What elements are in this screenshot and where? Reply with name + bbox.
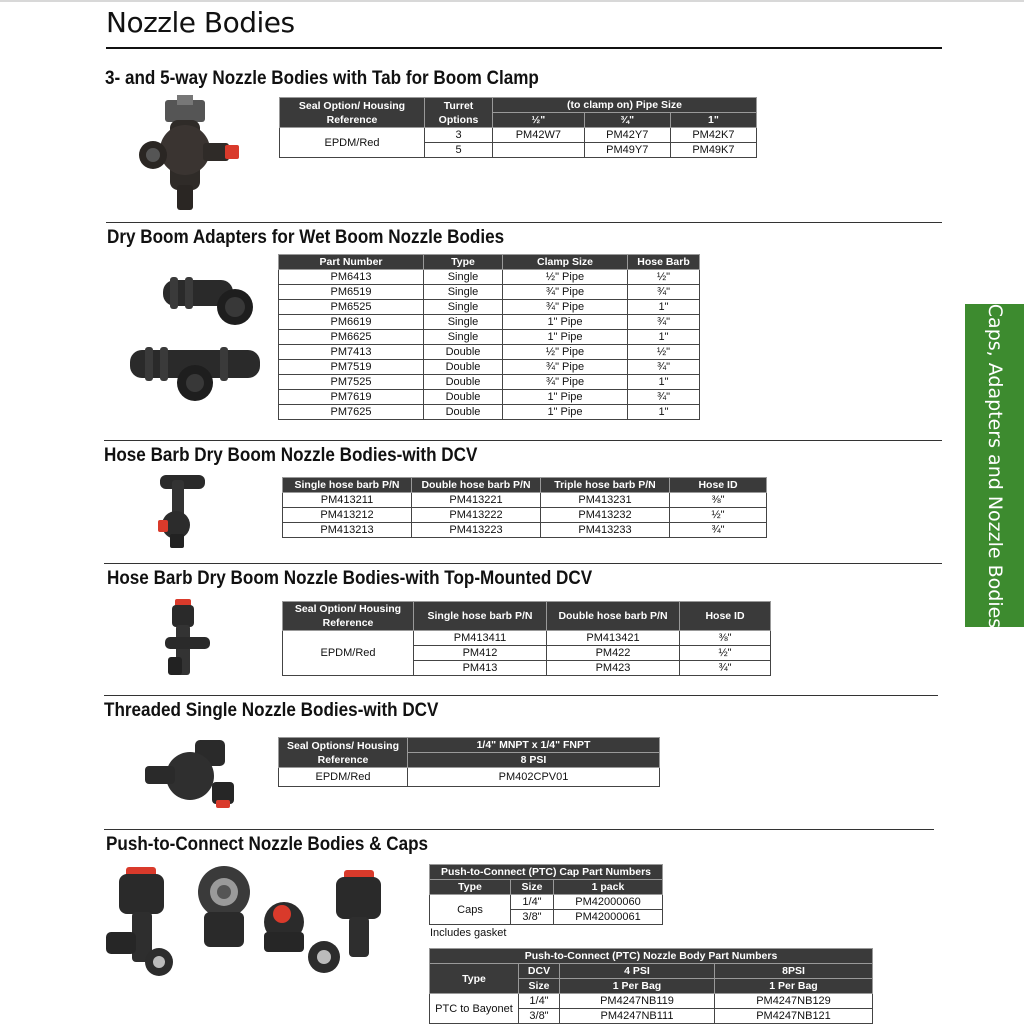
header-thread: 1/4" MNPT x 1/4" FNPT [408,738,660,753]
part-cell: PM42000061 [554,910,663,925]
nozzle-body-3-5-way-image [125,95,245,215]
header-hose-id: Hose ID [670,478,767,493]
clamp-cell: ¾" Pipe [503,360,628,375]
header-size-half: ½" [493,113,585,128]
type-cell: Caps [430,895,511,925]
barb-cell: ¾" [628,285,700,300]
caption-ptc-bodies: Push-to-Connect (PTC) Nozzle Body Part Numbers [430,949,873,964]
table-row [283,493,767,508]
section-rule [104,695,938,696]
header-8psi: 8PSI [715,964,873,979]
part-cell: PM402CPV01 [408,768,660,787]
part-cell: PM413231 [541,493,670,508]
gasket-note: Includes gasket [430,927,507,939]
threaded-nozzle-body-image [140,738,240,813]
part-cell: PM42Y7 [584,128,670,143]
table-row [279,390,700,405]
table-ptc-nozzle-bodies [429,948,873,1024]
part-cell: PM413222 [412,508,541,523]
table-row [279,405,700,420]
part-cell: PM413221 [412,493,541,508]
header-seal-options: Seal Options/ Housing Reference [279,738,408,768]
part-cell: PM413212 [283,508,412,523]
header-per-bag-8psi: 1 Per Bag [715,979,873,994]
part-cell: PM413411 [414,631,547,646]
part-cell: PM413213 [283,523,412,538]
barb-cell: ¾" [628,360,700,375]
table-row [279,285,700,300]
clamp-cell: 1" Pipe [503,390,628,405]
part-cell: PM413223 [412,523,541,538]
type-cell: Single [424,330,503,345]
table-row [279,360,700,375]
part-cell: PM4247NB129 [715,994,873,1009]
seal-cell: EPDM/Red [280,128,425,158]
barb-cell: ½" [628,345,700,360]
caption-ptc-caps: Push-to-Connect (PTC) Cap Part Numbers [430,865,663,880]
header-size-one: 1" [670,113,756,128]
header-hose-id: Hose ID [680,602,771,631]
table-top-mounted-dcv [282,601,771,676]
part-cell: PM7413 [279,345,424,360]
hose-id-cell: ⅜" [670,493,767,508]
section-title-dry-boom-adapters: Dry Boom Adapters for Wet Boom Nozzle Bodies [107,227,505,248]
section-rule [104,440,942,441]
table-row [279,345,700,360]
table-row [279,375,700,390]
section-rule [104,563,942,564]
hose-id-cell: ½" [680,646,771,661]
header-seal-option: Seal Option/ Housing Reference [280,98,425,128]
section-side-tab [965,304,1024,627]
part-cell: PM49Y7 [584,143,670,158]
table-row [283,508,767,523]
header-dcv: DCV [519,964,560,979]
table-row [430,994,873,1009]
part-cell: PM49K7 [670,143,756,158]
header-triple-hose-barb: Triple hose barb P/N [541,478,670,493]
clamp-cell: 1" Pipe [503,330,628,345]
part-cell: PM42000060 [554,895,663,910]
top-border [0,0,1024,2]
table-row [283,631,771,646]
section-title-threaded-single: Threaded Single Nozzle Bodies-with DCV [104,700,439,721]
header-hose-barb: Hose Barb [628,255,700,270]
part-cell: PM6625 [279,330,424,345]
header-type: Type [430,880,511,895]
table-ptc-caps [429,864,663,925]
header-part-number: Part Number [279,255,424,270]
table-row [279,315,700,330]
type-cell: Single [424,315,503,330]
header-single-hose-barb: Single hose barb P/N [414,602,547,631]
table-row [283,523,767,538]
type-cell: Double [424,360,503,375]
type-cell: Single [424,300,503,315]
header-double-hose-barb: Double hose barb P/N [547,602,680,631]
section-title-3-5-way: 3- and 5-way Nozzle Bodies with Tab for Boom Clamp [105,68,539,89]
part-cell: PM42W7 [493,128,585,143]
part-cell: PM423 [547,661,680,676]
part-cell: PM42K7 [670,128,756,143]
table-hose-barb-dcv [282,477,767,538]
seal-cell: EPDM/Red [283,631,414,676]
clamp-cell: ½" Pipe [503,270,628,285]
barb-cell: ¾" [628,315,700,330]
table-row [279,768,660,787]
section-title-push-to-connect: Push-to-Connect Nozzle Bodies & Caps [106,834,429,855]
clamp-cell: ¾" Pipe [503,300,628,315]
table-row [279,330,700,345]
table-dry-boom-adapters [278,254,700,420]
section-rule [106,222,942,223]
clamp-cell: 1" Pipe [503,405,628,420]
part-cell: PM413211 [283,493,412,508]
barb-cell: ¾" [628,390,700,405]
header-double-hose-barb: Double hose barb P/N [412,478,541,493]
header-pack: 1 pack [554,880,663,895]
hose-id-cell: ¾" [680,661,771,676]
part-cell: PM422 [547,646,680,661]
table-row [279,300,700,315]
part-cell: PM6619 [279,315,424,330]
part-cell: PM413 [414,661,547,676]
seal-cell: EPDM/Red [279,768,408,787]
part-cell: PM413232 [541,508,670,523]
top-mounted-dcv-body-image [160,597,215,682]
header-seal-option: Seal Option/ Housing Reference [283,602,414,631]
part-cell: PM4247NB111 [560,1009,715,1024]
section-title-hose-barb-dcv: Hose Barb Dry Boom Nozzle Bodies-with DCV [104,445,478,466]
part-cell: PM4247NB121 [715,1009,873,1024]
size-cell: 3/8" [511,910,554,925]
header-type: Type [430,964,519,994]
table-threaded-single [278,737,660,787]
section-title-top-mounted-dcv: Hose Barb Dry Boom Nozzle Bodies-with Top-Mounted DCV [107,568,593,589]
type-cell: PTC to Bayonet [430,994,519,1024]
header-4psi: 4 PSI [560,964,715,979]
turret-cell: 3 [425,128,493,143]
barb-cell: 1" [628,330,700,345]
type-cell: Double [424,405,503,420]
hose-id-cell: ⅜" [680,631,771,646]
part-cell: PM412 [414,646,547,661]
size-cell: 1/4" [519,994,560,1009]
type-cell: Double [424,345,503,360]
header-pipe-size: (to clamp on) Pipe Size [493,98,757,113]
hose-id-cell: ¾" [670,523,767,538]
turret-cell: 5 [425,143,493,158]
part-cell: PM6519 [279,285,424,300]
side-tab-label: Caps, Adapters and Nozzle Bodies [983,303,1006,628]
part-cell: PM7625 [279,405,424,420]
barb-cell: 1" [628,375,700,390]
type-cell: Double [424,390,503,405]
clamp-cell: 1" Pipe [503,315,628,330]
size-cell: 3/8" [519,1009,560,1024]
push-to-connect-bodies-image [104,862,394,982]
type-cell: Single [424,285,503,300]
header-single-hose-barb: Single hose barb P/N [283,478,412,493]
dry-boom-adapter-image [125,265,270,425]
clamp-cell: ¾" Pipe [503,285,628,300]
header-type: Type [424,255,503,270]
barb-cell: 1" [628,405,700,420]
header-turret-options: Turret Options [425,98,493,128]
clamp-cell: ½" Pipe [503,345,628,360]
table-row [280,128,757,143]
table-row [279,270,700,285]
header-size: Size [519,979,560,994]
title-rule [106,47,942,49]
section-rule [104,829,934,830]
table-3-5-way-bodies [279,97,757,158]
hose-barb-nozzle-body-image [150,470,210,550]
part-cell: PM6525 [279,300,424,315]
part-cell: PM7519 [279,360,424,375]
part-cell [493,143,585,158]
part-cell: PM413233 [541,523,670,538]
part-cell: PM7619 [279,390,424,405]
header-psi: 8 PSI [408,753,660,768]
header-size: Size [511,880,554,895]
barb-cell: ½" [628,270,700,285]
header-per-bag-4psi: 1 Per Bag [560,979,715,994]
type-cell: Single [424,270,503,285]
type-cell: Double [424,375,503,390]
clamp-cell: ¾" Pipe [503,375,628,390]
page-title: Nozzle Bodies [106,6,295,39]
part-cell: PM7525 [279,375,424,390]
header-clamp-size: Clamp Size [503,255,628,270]
header-size-three-quarter: ¾" [584,113,670,128]
table-row [430,895,663,910]
part-cell: PM6413 [279,270,424,285]
part-cell: PM4247NB119 [560,994,715,1009]
hose-id-cell: ½" [670,508,767,523]
size-cell: 1/4" [511,895,554,910]
part-cell: PM413421 [547,631,680,646]
barb-cell: 1" [628,300,700,315]
